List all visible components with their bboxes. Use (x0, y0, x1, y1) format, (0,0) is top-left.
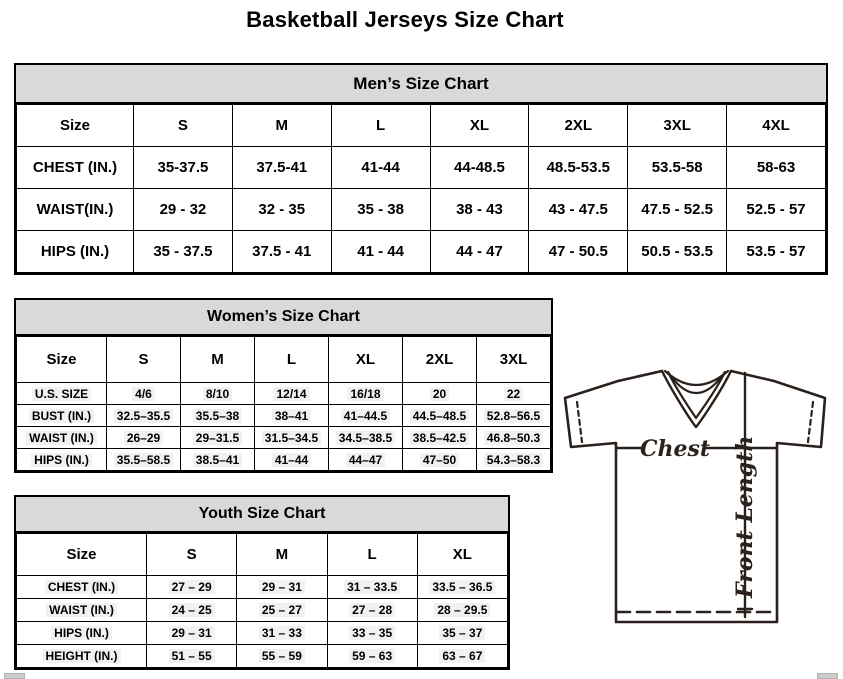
cell: 58-63 (727, 147, 826, 189)
cell: 63 – 67 (417, 645, 507, 668)
column-header-3xl: 3XL (628, 105, 727, 147)
cell: 43 - 47.5 (529, 189, 628, 231)
cell: 38.5–41 (181, 449, 255, 471)
table-row (17, 383, 551, 405)
cell: 35 – 37 (417, 622, 507, 645)
table-row (17, 622, 508, 645)
column-header-m: M (237, 534, 327, 576)
column-header-xl: XL (430, 105, 529, 147)
table-row (17, 427, 551, 449)
cell: 12/14 (255, 383, 329, 405)
cell: 47–50 (403, 449, 477, 471)
youth-size-chart (14, 495, 510, 670)
row-label: U.S. SIZE (17, 383, 107, 405)
column-header-l: L (327, 534, 417, 576)
cell: 16/18 (329, 383, 403, 405)
cell: 32.5–35.5 (107, 405, 181, 427)
size-column-header: Size (17, 534, 147, 576)
cell: 48.5-53.5 (529, 147, 628, 189)
table-row (17, 405, 551, 427)
column-header-m: M (181, 337, 255, 383)
column-header-l: L (255, 337, 329, 383)
cell: 37.5 - 41 (232, 231, 331, 273)
cell: 29 – 31 (237, 576, 327, 599)
table-row (17, 189, 826, 231)
cell: 8/10 (181, 383, 255, 405)
row-label: HEIGHT (IN.) (17, 645, 147, 668)
cell: 26–29 (107, 427, 181, 449)
row-label: WAIST (IN.) (17, 599, 147, 622)
cell: 53.5-58 (628, 147, 727, 189)
front-length-label: Front Length (732, 435, 758, 598)
column-header-2xl: 2XL (529, 105, 628, 147)
womens-chart-caption: Women’s Size Chart (16, 300, 551, 336)
header-row (17, 534, 508, 576)
cell: 24 – 25 (147, 599, 237, 622)
column-header-s: S (134, 105, 233, 147)
cell: 44–47 (329, 449, 403, 471)
size-column-header: Size (17, 337, 107, 383)
table-row (17, 147, 826, 189)
cell: 27 – 28 (327, 599, 417, 622)
cell: 41 - 44 (331, 231, 430, 273)
cell: 54.3–58.3 (477, 449, 551, 471)
cell: 35 - 37.5 (134, 231, 233, 273)
jersey-measurement-diagram (555, 365, 843, 675)
size-column-header: Size (17, 105, 134, 147)
cell: 44-48.5 (430, 147, 529, 189)
cell: 35-37.5 (134, 147, 233, 189)
jersey-outline (565, 371, 825, 622)
cell: 47 - 50.5 (529, 231, 628, 273)
row-label: CHEST (IN.) (17, 576, 147, 599)
cell: 34.5–38.5 (329, 427, 403, 449)
cell: 31 – 33 (237, 622, 327, 645)
cell: 44 - 47 (430, 231, 529, 273)
cell: 4/6 (107, 383, 181, 405)
cell: 55 – 59 (237, 645, 327, 668)
cell: 38 - 43 (430, 189, 529, 231)
cell: 35.5–58.5 (107, 449, 181, 471)
cell: 33.5 – 36.5 (417, 576, 507, 599)
cell: 41-44 (331, 147, 430, 189)
column-header-xl: XL (417, 534, 507, 576)
cell: 20 (403, 383, 477, 405)
cell: 22 (477, 383, 551, 405)
mens-size-table (16, 104, 826, 273)
womens-size-chart (14, 298, 553, 473)
table-row (17, 449, 551, 471)
column-header-s: S (107, 337, 181, 383)
row-label: HIPS (IN.) (17, 231, 134, 273)
mens-size-chart (14, 63, 828, 275)
left-cuff-dashes (577, 402, 582, 442)
column-header-xl: XL (329, 337, 403, 383)
column-header-s: S (147, 534, 237, 576)
chest-label: Chest (639, 436, 711, 462)
cell: 33 – 35 (327, 622, 417, 645)
mens-chart-caption: Men’s Size Chart (16, 65, 826, 104)
youth-size-table (16, 533, 508, 668)
cell: 44.5–48.5 (403, 405, 477, 427)
cell: 41–44.5 (329, 405, 403, 427)
row-label: CHEST (IN.) (17, 147, 134, 189)
cell: 31.5–34.5 (255, 427, 329, 449)
cell: 37.5-41 (232, 147, 331, 189)
column-header-4xl: 4XL (727, 105, 826, 147)
cell: 46.8–50.3 (477, 427, 551, 449)
column-header-3xl: 3XL (477, 337, 551, 383)
header-row (17, 337, 551, 383)
table-row (17, 599, 508, 622)
horizontal-scrollbar-right-button[interactable] (817, 673, 838, 679)
cell: 35.5–38 (181, 405, 255, 427)
column-header-l: L (331, 105, 430, 147)
right-cuff-dashes (808, 402, 813, 442)
cell: 29–31.5 (181, 427, 255, 449)
cell: 32 - 35 (232, 189, 331, 231)
row-label: WAIST (IN.) (17, 427, 107, 449)
table-row (17, 645, 508, 668)
cell: 38–41 (255, 405, 329, 427)
column-header-m: M (232, 105, 331, 147)
cell: 38.5–42.5 (403, 427, 477, 449)
page-title: Basketball Jerseys Size Chart (246, 7, 564, 32)
table-row (17, 231, 826, 273)
horizontal-scrollbar-left-button[interactable] (4, 673, 25, 679)
cell: 59 – 63 (327, 645, 417, 668)
cell: 52.8–56.5 (477, 405, 551, 427)
row-label: HIPS (IN.) (17, 449, 107, 471)
cell: 47.5 - 52.5 (628, 189, 727, 231)
cell: 31 – 33.5 (327, 576, 417, 599)
cell: 50.5 - 53.5 (628, 231, 727, 273)
row-label: HIPS (IN.) (17, 622, 147, 645)
cell: 51 – 55 (147, 645, 237, 668)
cell: 53.5 - 57 (727, 231, 826, 273)
cell: 27 – 29 (147, 576, 237, 599)
header-row (17, 105, 826, 147)
cell: 35 - 38 (331, 189, 430, 231)
row-label: WAIST(IN.) (17, 189, 134, 231)
cell: 29 – 31 (147, 622, 237, 645)
table-row (17, 576, 508, 599)
cell: 29 - 32 (134, 189, 233, 231)
womens-size-table (16, 336, 551, 471)
cell: 25 – 27 (237, 599, 327, 622)
row-label: BUST (IN.) (17, 405, 107, 427)
cell: 28 – 29.5 (417, 599, 507, 622)
column-header-2xl: 2XL (403, 337, 477, 383)
cell: 41–44 (255, 449, 329, 471)
cell: 52.5 - 57 (727, 189, 826, 231)
youth-chart-caption: Youth Size Chart (16, 497, 508, 533)
